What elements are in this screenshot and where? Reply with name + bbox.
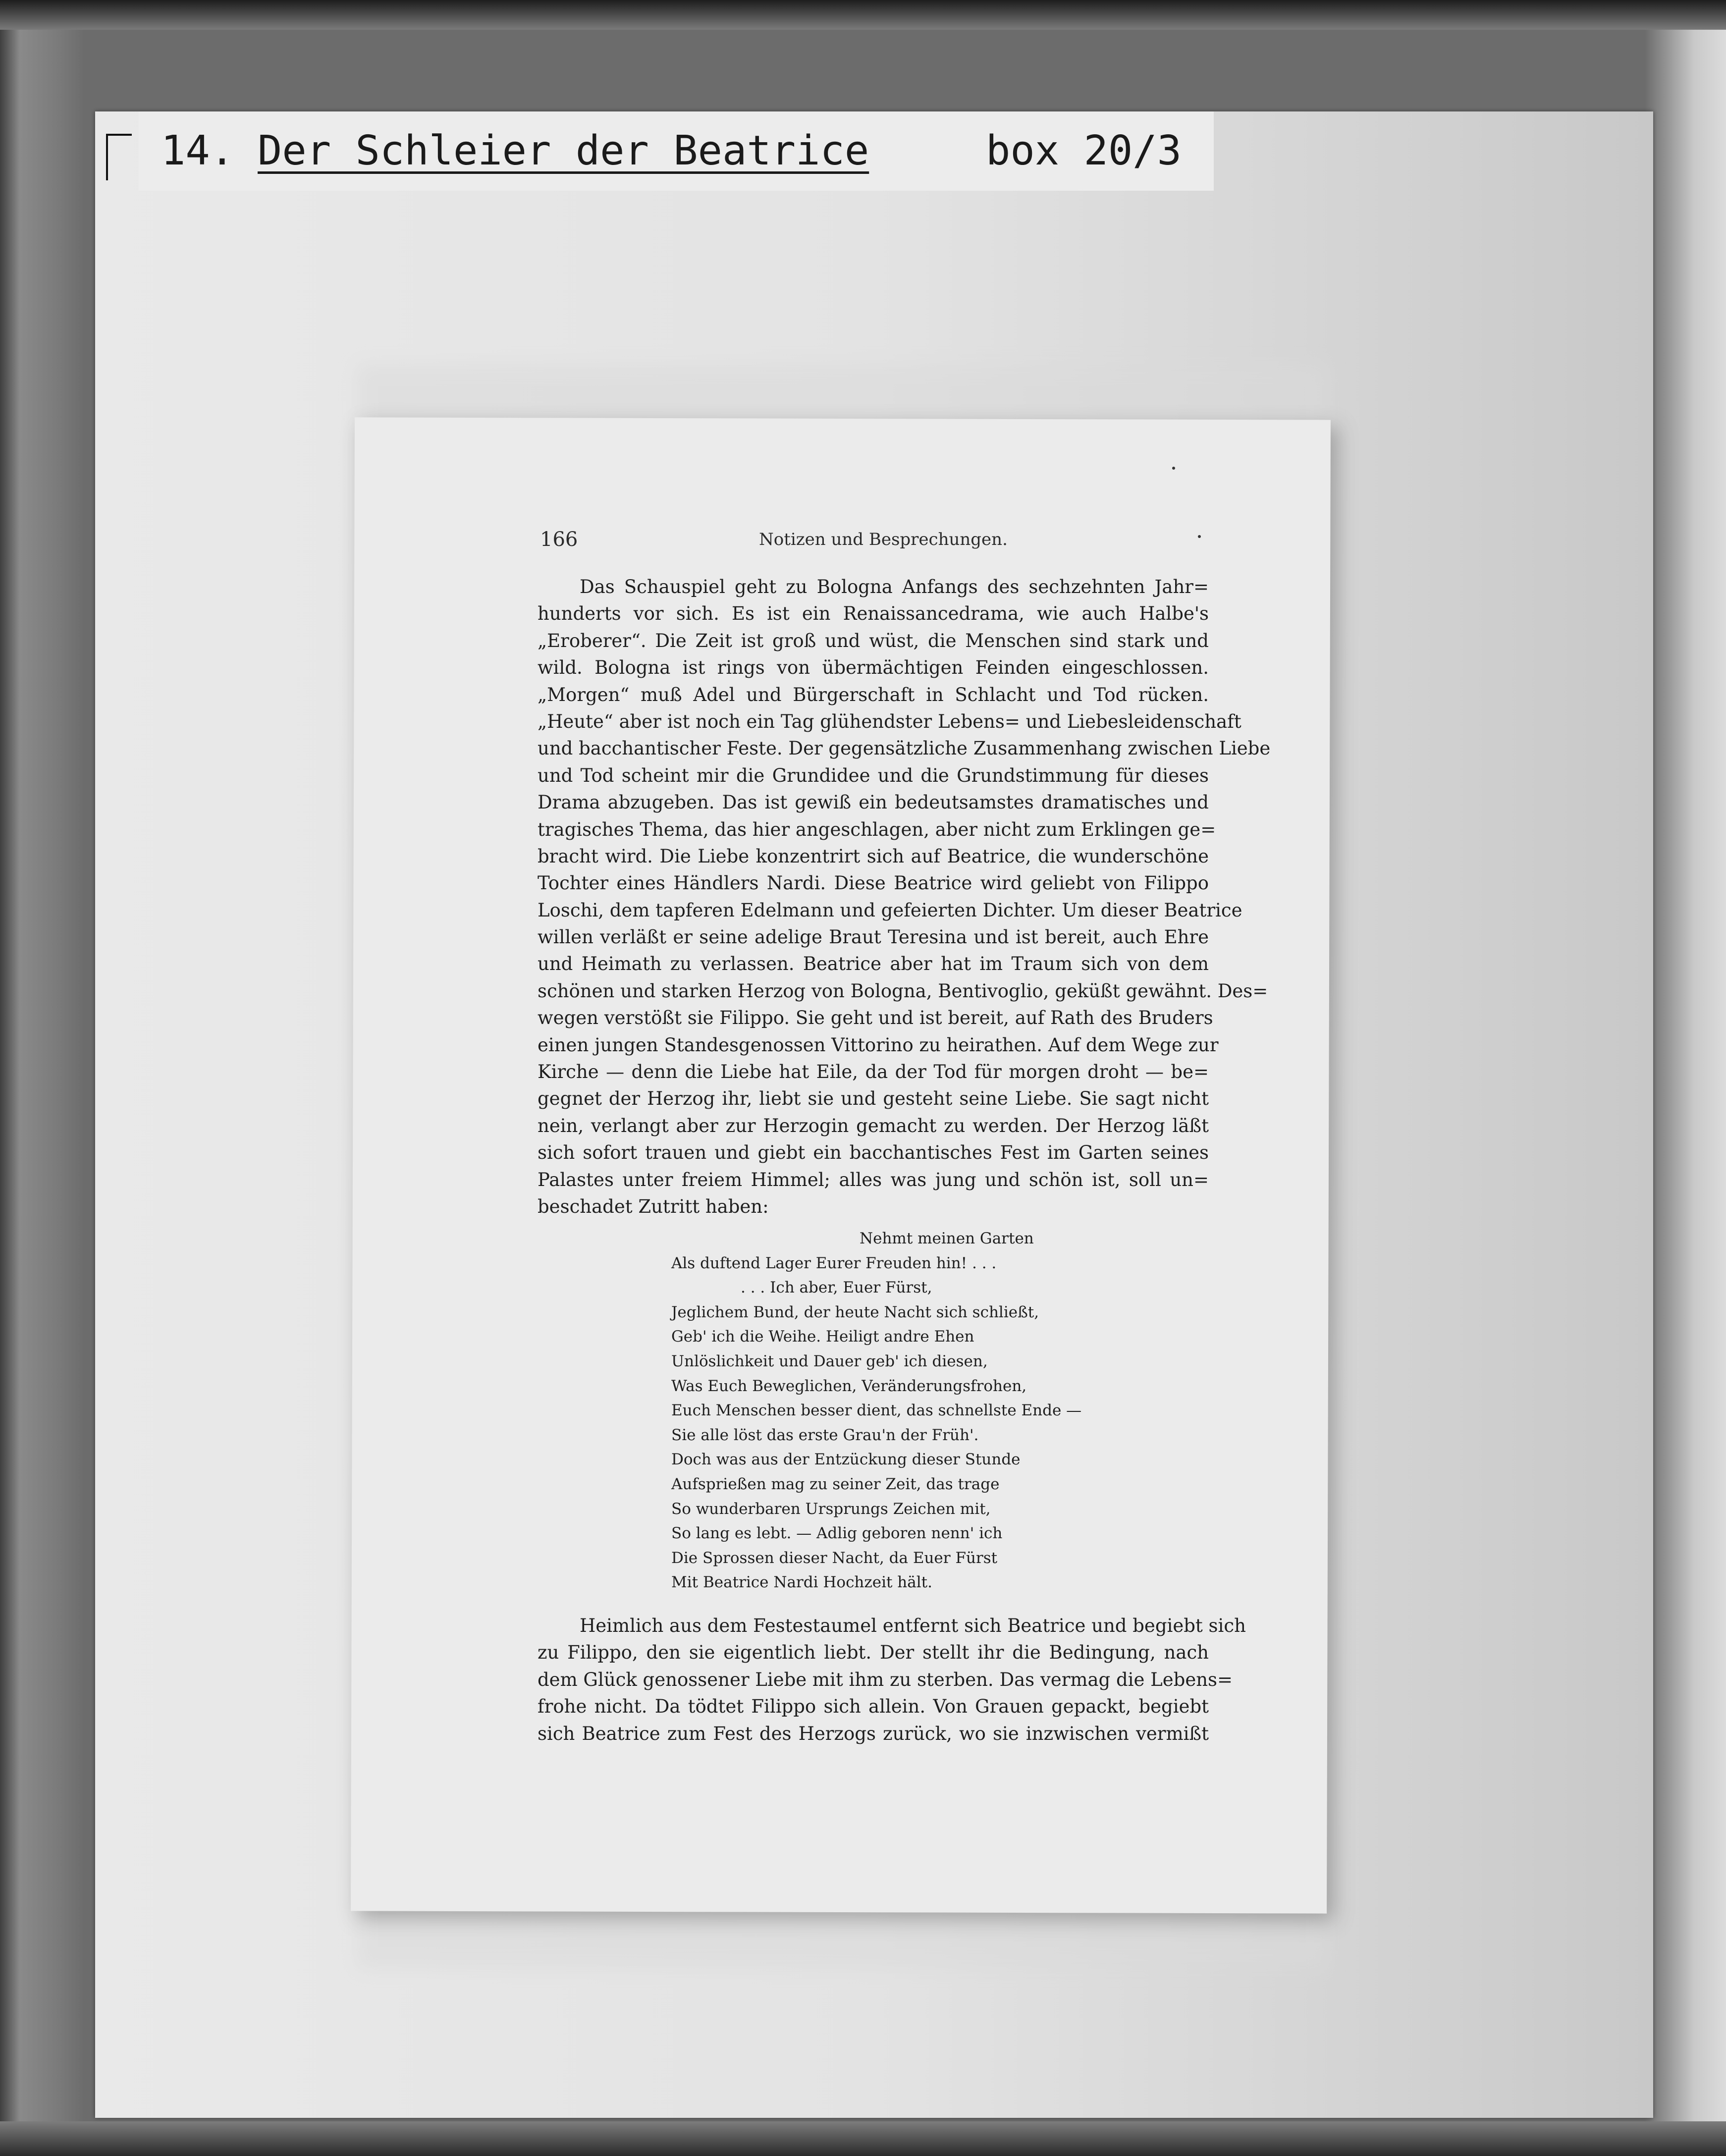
running-head: Notizen und Besprechungen. (759, 530, 1008, 549)
scan-top-edge (0, 0, 1726, 30)
verse-line: So lang es lebt. — Adlig geboren nenn' ich (671, 1524, 1003, 1543)
text-line: Heimlich aus dem Festestaumel entfernt sich Beatrice und begiebt sich (580, 1615, 1246, 1636)
text-line: und Tod scheint mir die Grundidee und die Grundstimmung für dieses (538, 764, 1209, 786)
verse-line: Aufsprießen mag zu seiner Zeit, das trage (671, 1475, 1000, 1493)
text-line: sich Beatrice zum Fest des Herzogs zurück, wo sie inzwischen vermißt (538, 1723, 1209, 1744)
text-line: gegnet der Herzog ihr, liebt sie und gesteht seine Liebe. Sie sagt nicht (538, 1088, 1209, 1110)
verse-line: Sie alle löst das erste Grau'n der Früh'. (671, 1426, 979, 1444)
text-line: Kirche — denn die Liebe hat Eile, da der Tod für morgen droht — be= (538, 1061, 1209, 1083)
verse-line: Mit Beatrice Nardi Hochzeit hält. (671, 1573, 932, 1592)
verse-line: Jeglichem Bund, der heute Nacht sich schließt, (671, 1303, 1039, 1321)
text-line: tragisches Thema, das hier angeschlagen, aber nicht zum Erklingen ge= (538, 818, 1216, 840)
review-paragraph-1 (538, 574, 1271, 1220)
verse-line: Als duftend Lager Eurer Freuden hin! . . . (671, 1254, 997, 1272)
text-line: Drama abzugeben. Das ist gewiß ein bedeutsamstes dramatisches und (538, 792, 1209, 813)
verse-line: . . . Ich aber, Euer Fürst, (741, 1279, 932, 1297)
archive-item-title: Der Schleier der Beatrice (258, 127, 869, 174)
text-line: dem Glück genossener Liebe mit ihm zu sterben. Das vermag die Lebens= (538, 1669, 1233, 1690)
text-line: Tochter eines Händlers Nardi. Diese Beatrice wird geliebt von Filippo (538, 872, 1209, 894)
text-line: „Morgen“ muß Adel und Bürgerschaft in Schlacht und Tod rücken. (538, 684, 1209, 705)
archive-item-number: 14. (161, 127, 235, 174)
text-line: beschadet Zutritt haben: (538, 1195, 769, 1217)
card-corner-mark (106, 134, 132, 180)
text-line: Palastes unter freiem Himmel; alles was jung und schön ist, soll un= (538, 1169, 1209, 1190)
text-line: willen verläßt er seine adelige Braut Teresina und ist bereit, auch Ehre (538, 926, 1209, 948)
text-line: Das Schauspiel geht zu Bologna Anfangs des sechzehnten Jahr= (580, 576, 1209, 597)
verse-line: Die Sprossen dieser Nacht, da Euer Fürst (671, 1549, 998, 1567)
text-line: bracht wird. Die Liebe konzentrirt sich auf Beatrice, die wunderschöne (538, 845, 1209, 867)
text-line: wegen verstößt sie Filippo. Sie geht und ist bereit, auf Rath des Bruders (538, 1007, 1213, 1029)
verse-line: Was Euch Beweglichen, Veränderungsfrohen, (671, 1377, 1027, 1395)
text-line: hunderts vor sich. Es ist ein Renaissancedrama, wie auch Halbe's (538, 603, 1209, 625)
dust-speck (1198, 535, 1201, 538)
review-paragraph-2 (538, 1613, 1246, 1747)
text-line: frohe nicht. Da tödtet Filippo sich allein. Von Grauen gepackt, begiebt (538, 1696, 1209, 1718)
text-line: nein, verlangt aber zur Herzogin gemacht zu werden. Der Herzog läßt (538, 1115, 1209, 1136)
text-line: „Heute“ aber ist noch ein Tag glühendster Lebens= und Liebesleidenschaft (538, 710, 1241, 732)
dust-speck (1172, 467, 1175, 470)
text-line: schönen und starken Herzog von Bologna, Bentivoglio, geküßt gewähnt. Des= (538, 980, 1268, 1002)
verse-line: Unlöslichkeit und Dauer geb' ich diesen, (671, 1352, 988, 1370)
text-line: sich sofort trauen und giebt ein bacchantisches Fest im Garten seines (538, 1142, 1209, 1164)
verse-line: Nehmt meinen Garten (860, 1230, 1034, 1247)
verse-line: Doch was aus der Entzückung dieser Stunde (671, 1451, 1021, 1469)
text-line: und bacchantischer Feste. Der gegensätzliche Zusammenhang zwischen Liebe (538, 738, 1271, 759)
text-line: zu Filippo, den sie eigentlich liebt. Der stellt ihr die Bedingung, nach (538, 1642, 1209, 1664)
archive-box-number: box 20/3 (986, 127, 1182, 174)
scan-bottom-edge (0, 2121, 1726, 2156)
verse-line: Geb' ich die Weihe. Heiligt andre Ehen (671, 1328, 974, 1346)
verse-line: Euch Menschen besser dient, das schnellste Ende — (671, 1401, 1082, 1420)
page-number: 166 (540, 528, 578, 551)
quoted-verse (671, 1227, 1117, 1595)
verse-line: So wunderbaren Ursprungs Zeichen mit, (671, 1500, 991, 1518)
text-line: „Eroberer“. Die Zeit ist groß und wüst, die Menschen sind stark und (538, 630, 1209, 651)
text-line: einen jungen Standesgenossen Vittorino zu heirathen. Auf dem Wege zur (538, 1034, 1219, 1056)
text-line: und Heimath zu verlassen. Beatrice aber hat im Traum sich von dem (538, 953, 1209, 975)
text-line: Loschi, dem tapferen Edelmann und gefeierten Dichter. Um dieser Beatrice (538, 899, 1242, 921)
text-line: wild. Bologna ist rings von übermächtigen Feinden eingeschlossen. (538, 657, 1209, 679)
